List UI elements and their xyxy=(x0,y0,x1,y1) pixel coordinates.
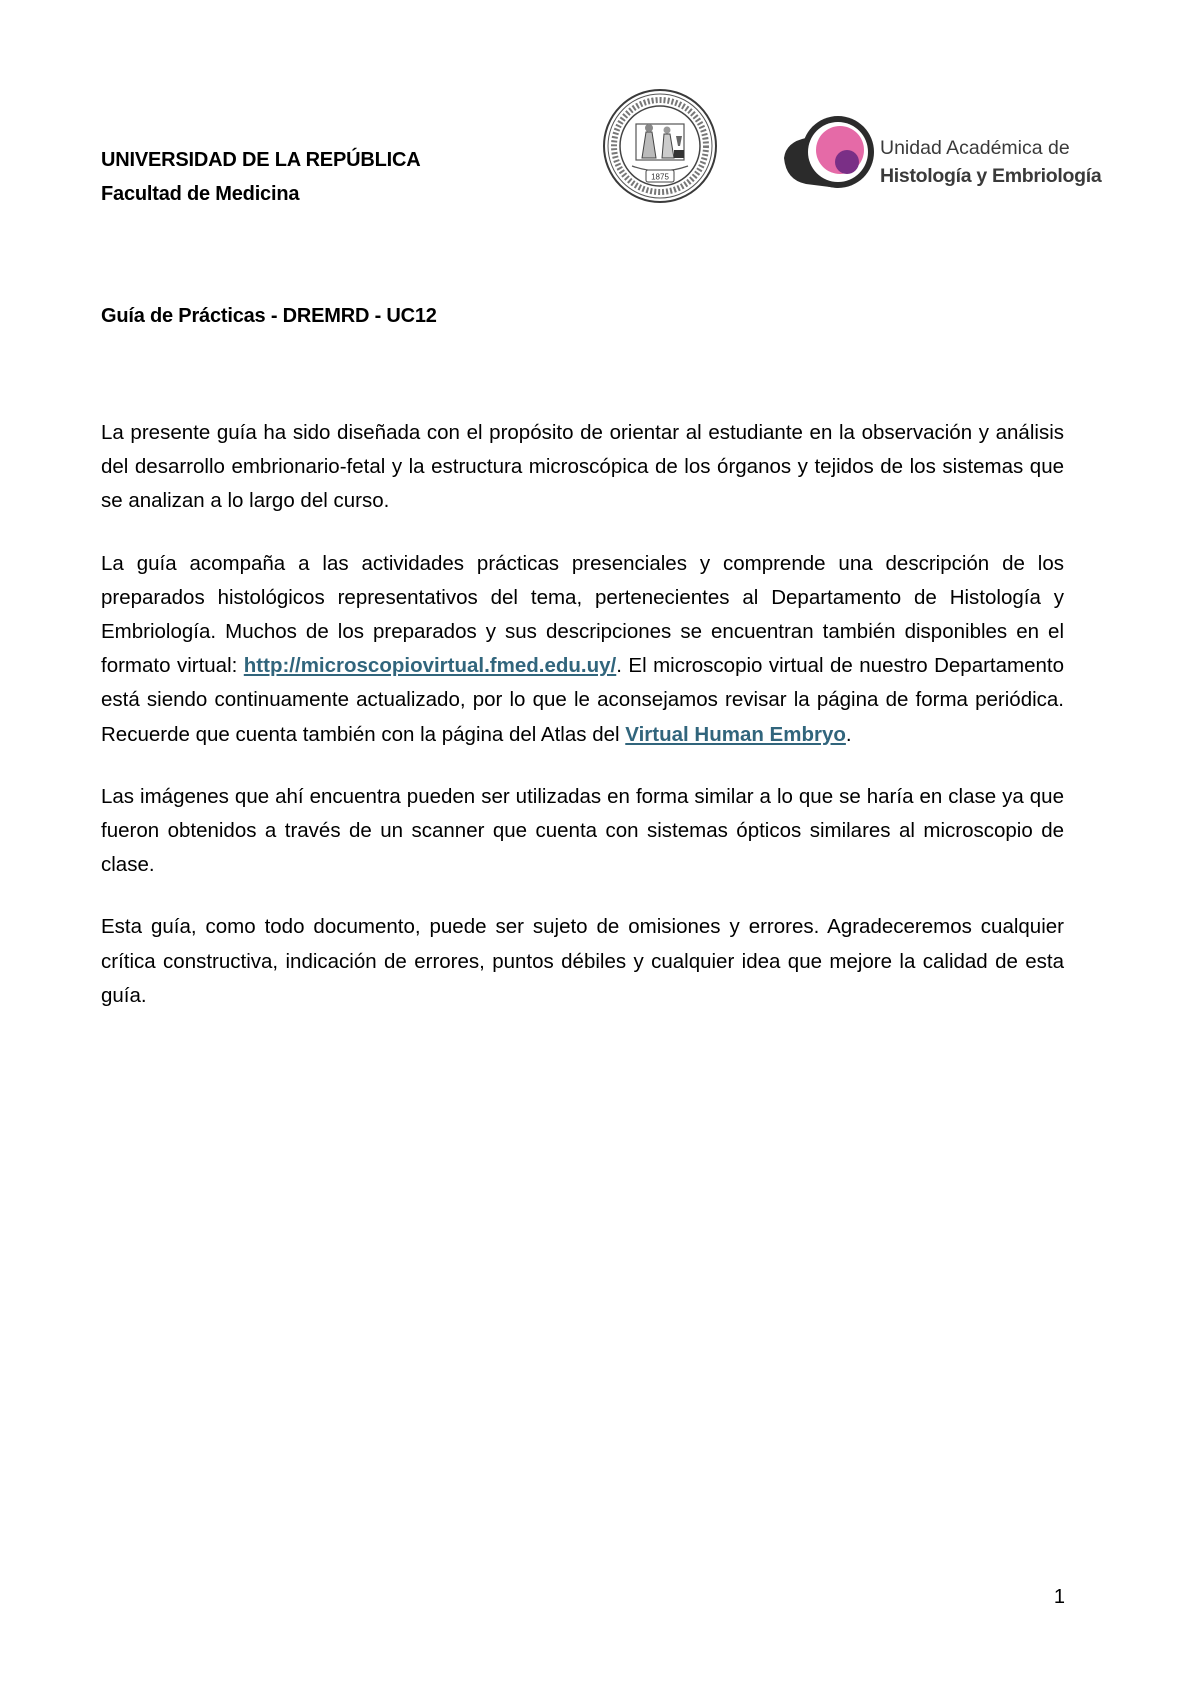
microscopio-virtual-link[interactable]: http://microscopiovirtual.fmed.edu.uy/ xyxy=(243,654,617,678)
university-name: UNIVERSIDAD DE LA REPÚBLICA xyxy=(101,149,421,171)
unit-line-1: Unidad Académica de xyxy=(880,137,1070,159)
document-body xyxy=(101,416,1064,1041)
institution-header xyxy=(101,143,420,211)
faculty-name: Facultad de Medicina xyxy=(101,183,300,205)
virtual-human-embryo-link[interactable]: Virtual Human Embryo xyxy=(625,722,846,746)
paragraph-practical-activities xyxy=(101,547,1064,752)
paragraph-feedback: Esta guía, como todo documento, puede ser sujeto de omisiones y errores. Agradeceremos cualquier crítica constructiva, indicación de errores, puntos débiles y cualquier idea que mejore la calidad de esta guía. xyxy=(101,915,1064,1007)
paragraph-2-text-c: . xyxy=(845,722,852,746)
paragraph-purpose: La presente guía ha sido diseñada con el propósito de orientar al estudiante en la observación y análisis del desarrollo embrionario-fetal y la estructura microscópica de los órganos y tejidos de los sistemas que se analizan a lo largo del curso. xyxy=(101,421,1064,513)
histology-unit-name xyxy=(880,134,1101,190)
paragraph-images: Las imágenes que ahí encuentra pueden ser utilizadas en forma similar a lo que se haría en clase ya que fueron obtenidos a través de un scanner que cuenta con sistemas ópticos similares al microscopio de clase. xyxy=(101,784,1064,877)
university-seal-icon xyxy=(602,88,718,204)
paragraph-2-text-a: La guía acompaña a las actividades prácticas presenciales y comprende una descripción de los preparados histológicos representativos del tema, pertenecientes al Departamento de Histología y Embriología. Muchos de los preparados y sus descripciones se encuentran también disponibles en el formato virtual: xyxy=(101,551,1064,678)
histology-unit-logo-icon xyxy=(776,112,876,192)
svg-text:1875: 1875 xyxy=(651,172,669,182)
histology-unit-logo xyxy=(776,108,1106,194)
document-title: Guía de Prácticas - DREMRD - UC12 xyxy=(101,305,437,327)
page-number: 1 xyxy=(1053,1586,1065,1608)
paragraph-2-text-b: . El microscopio virtual de nuestro Departamento está siendo continuamente actualizado, por lo que le aconsejamos revisar la página de forma periódica. Recuerde que cuenta también con la página del Atlas del xyxy=(101,654,1064,746)
unit-line-2: Histología y Embriología xyxy=(880,165,1102,187)
